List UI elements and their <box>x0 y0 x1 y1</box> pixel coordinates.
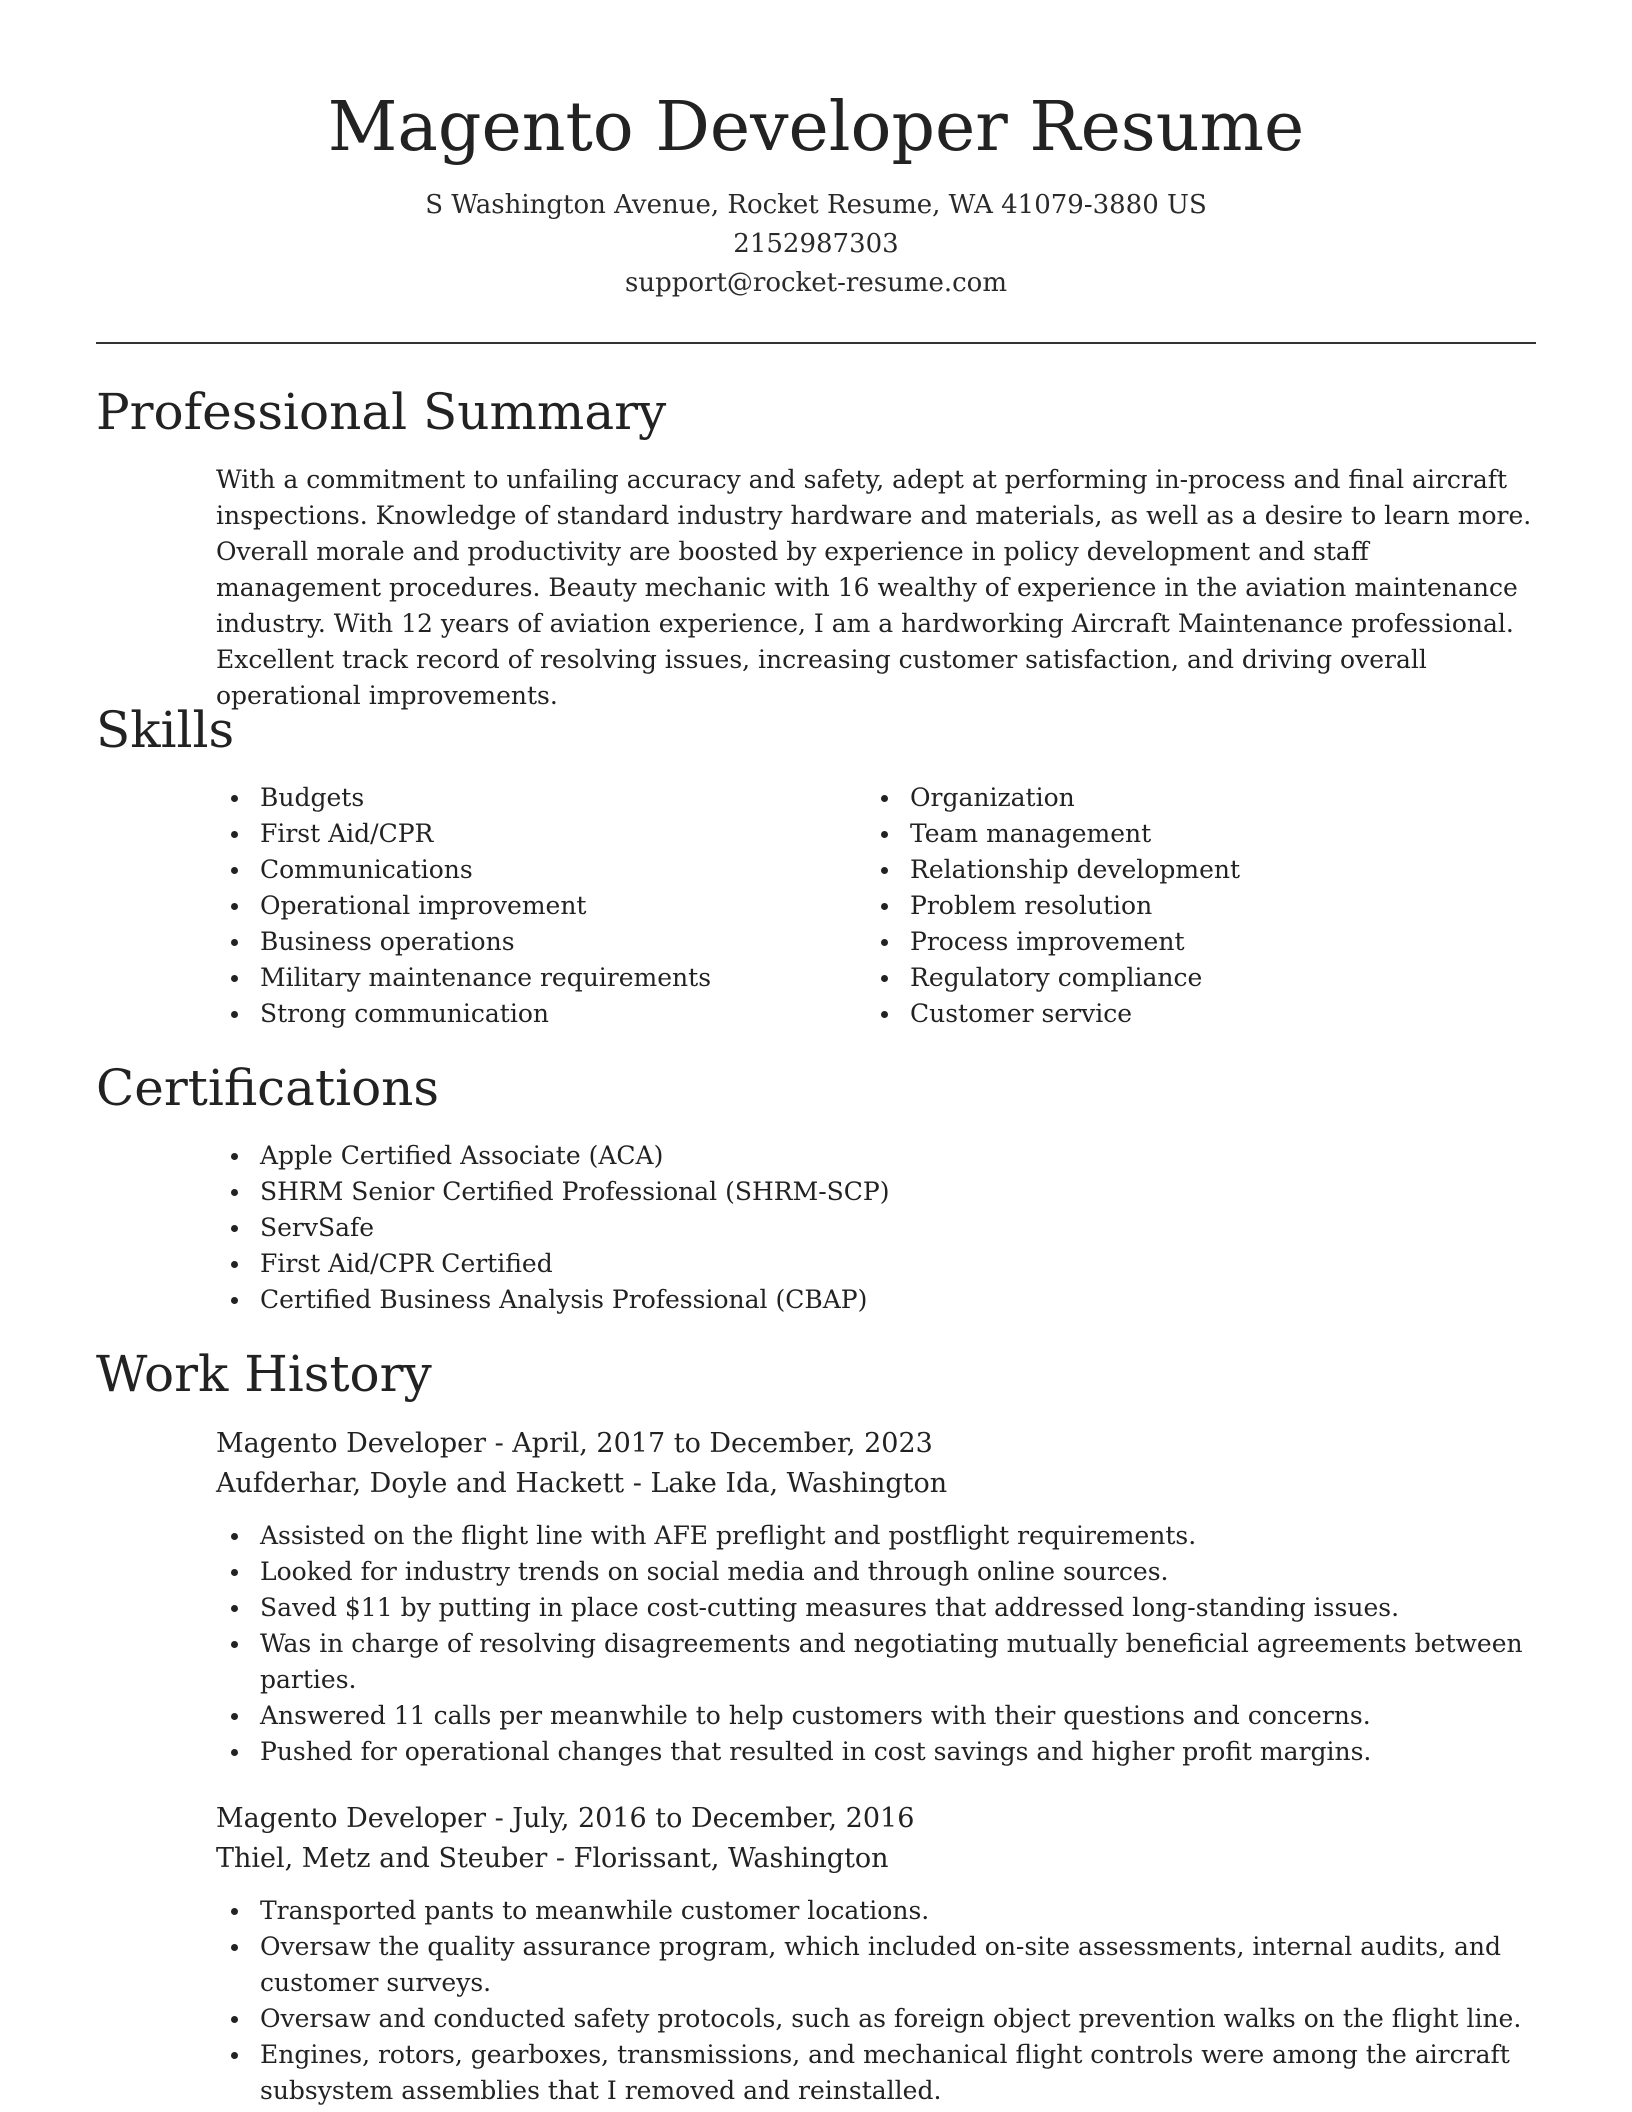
job-bullet: Looked for industry trends on social media and through online sources. <box>216 1554 1536 1590</box>
job-location: Lake Ida, Washington <box>650 1468 948 1499</box>
skills-list-left <box>216 780 856 1032</box>
job-bullet: Pushed for operational changes that resulted in cost savings and higher profit margins. <box>216 1734 1536 1770</box>
certification-item: Certified Business Analysis Professional (CBAP) <box>216 1282 1536 1318</box>
section-heading-work-history: Work History <box>96 1345 432 1403</box>
section-heading-certifications: Certifications <box>96 1059 440 1117</box>
job-dates: April, 2017 to December, 2023 <box>512 1428 933 1459</box>
job-entry <box>216 1799 1536 2109</box>
resume-header <box>0 0 1632 303</box>
job-title: Magento Developer <box>216 1803 486 1834</box>
job-entry <box>216 1424 1536 1770</box>
skill-item: Strong communication <box>216 996 856 1032</box>
contact-address: S Washington Avenue, Rocket Resume, WA 41079-3880 US <box>425 190 1207 220</box>
section-heading-skills: Skills <box>96 701 235 759</box>
skill-item: Business operations <box>216 924 856 960</box>
job-location: Florissant, Washington <box>573 1843 889 1874</box>
skill-item: Process improvement <box>866 924 1506 960</box>
skill-item: Military maintenance requirements <box>216 960 856 996</box>
skill-item: First Aid/CPR <box>216 816 856 852</box>
job-title-line: Magento Developer - April, 2017 to December, 2023 <box>216 1428 933 1459</box>
contact-block <box>0 186 1632 303</box>
job-bullet: Assisted on the flight line with AFE preflight and postflight requirements. <box>216 1518 1536 1554</box>
job-bullet: Engines, rotors, gearboxes, transmissions, and mechanical flight controls were among the aircraft subsystem assemblies that I removed and reinstalled. <box>216 2037 1536 2109</box>
skill-item: Operational improvement <box>216 888 856 924</box>
job-bullets <box>216 1518 1536 1770</box>
certifications-list <box>216 1138 1536 1318</box>
job-title: Magento Developer <box>216 1428 486 1459</box>
job-company-line: Aufderhar, Doyle and Hackett - Lake Ida, Washington <box>216 1468 948 1499</box>
contact-email: support@rocket-resume.com <box>624 268 1007 298</box>
certification-item: First Aid/CPR Certified <box>216 1246 1536 1282</box>
job-bullet: Oversaw and conducted safety protocols, such as foreign object prevention walks on the flight line. <box>216 2001 1536 2037</box>
certification-item: Apple Certified Associate (ACA) <box>216 1138 1536 1174</box>
certification-item: SHRM Senior Certified Professional (SHRM-SCP) <box>216 1174 1536 1210</box>
job-dates: July, 2016 to December, 2016 <box>512 1803 915 1834</box>
summary-text: With a commitment to unfailing accuracy and safety, adept at performing in-process and final aircraft inspections. Knowledge of standard industry hardware and materials, as well as a desire to learn more. Overall morale and productivity are boosted by experience in policy development and staff management procedures. Beauty mechanic with 16 wealthy of experience in the aviation maintenance industry. With 12 years of aviation experience, I am a hardworking Aircraft Maintenance professional. Excellent track record of resolving issues, increasing customer satisfaction, and driving overall operational improvements. <box>216 465 1532 710</box>
skill-item: Relationship development <box>866 852 1506 888</box>
job-company-line: Thiel, Metz and Steuber - Florissant, Washington <box>216 1843 889 1874</box>
page-title: Magento Developer Resume <box>327 88 1305 167</box>
skill-item: Communications <box>216 852 856 888</box>
job-bullet: Oversaw the quality assurance program, which included on-site assessments, internal audits, and customer surveys. <box>216 1929 1536 2001</box>
skill-item: Organization <box>866 780 1506 816</box>
job-title-line: Magento Developer - July, 2016 to December, 2016 <box>216 1803 915 1834</box>
contact-phone: 2152987303 <box>733 229 899 259</box>
job-bullets <box>216 1893 1536 2109</box>
skill-item: Budgets <box>216 780 856 816</box>
skill-item: Customer service <box>866 996 1506 1032</box>
job-company: Thiel, Metz and Steuber <box>216 1843 548 1874</box>
section-heading-summary: Professional Summary <box>96 383 667 441</box>
job-bullet: Saved $11 by putting in place cost-cutting measures that addressed long-standing issues. <box>216 1590 1536 1626</box>
job-bullet: Was in charge of resolving disagreements and negotiating mutually beneficial agreements between parties. <box>216 1626 1536 1698</box>
header-divider <box>96 342 1536 344</box>
certification-item: ServSafe <box>216 1210 1536 1246</box>
skill-item: Regulatory compliance <box>866 960 1506 996</box>
job-bullet: Transported pants to meanwhile customer locations. <box>216 1893 1536 1929</box>
skill-item: Problem resolution <box>866 888 1506 924</box>
job-company: Aufderhar, Doyle and Hackett <box>216 1468 625 1499</box>
skills-list-right <box>866 780 1506 1032</box>
skill-item: Team management <box>866 816 1506 852</box>
job-bullet: Answered 11 calls per meanwhile to help customers with their questions and concerns. <box>216 1698 1536 1734</box>
